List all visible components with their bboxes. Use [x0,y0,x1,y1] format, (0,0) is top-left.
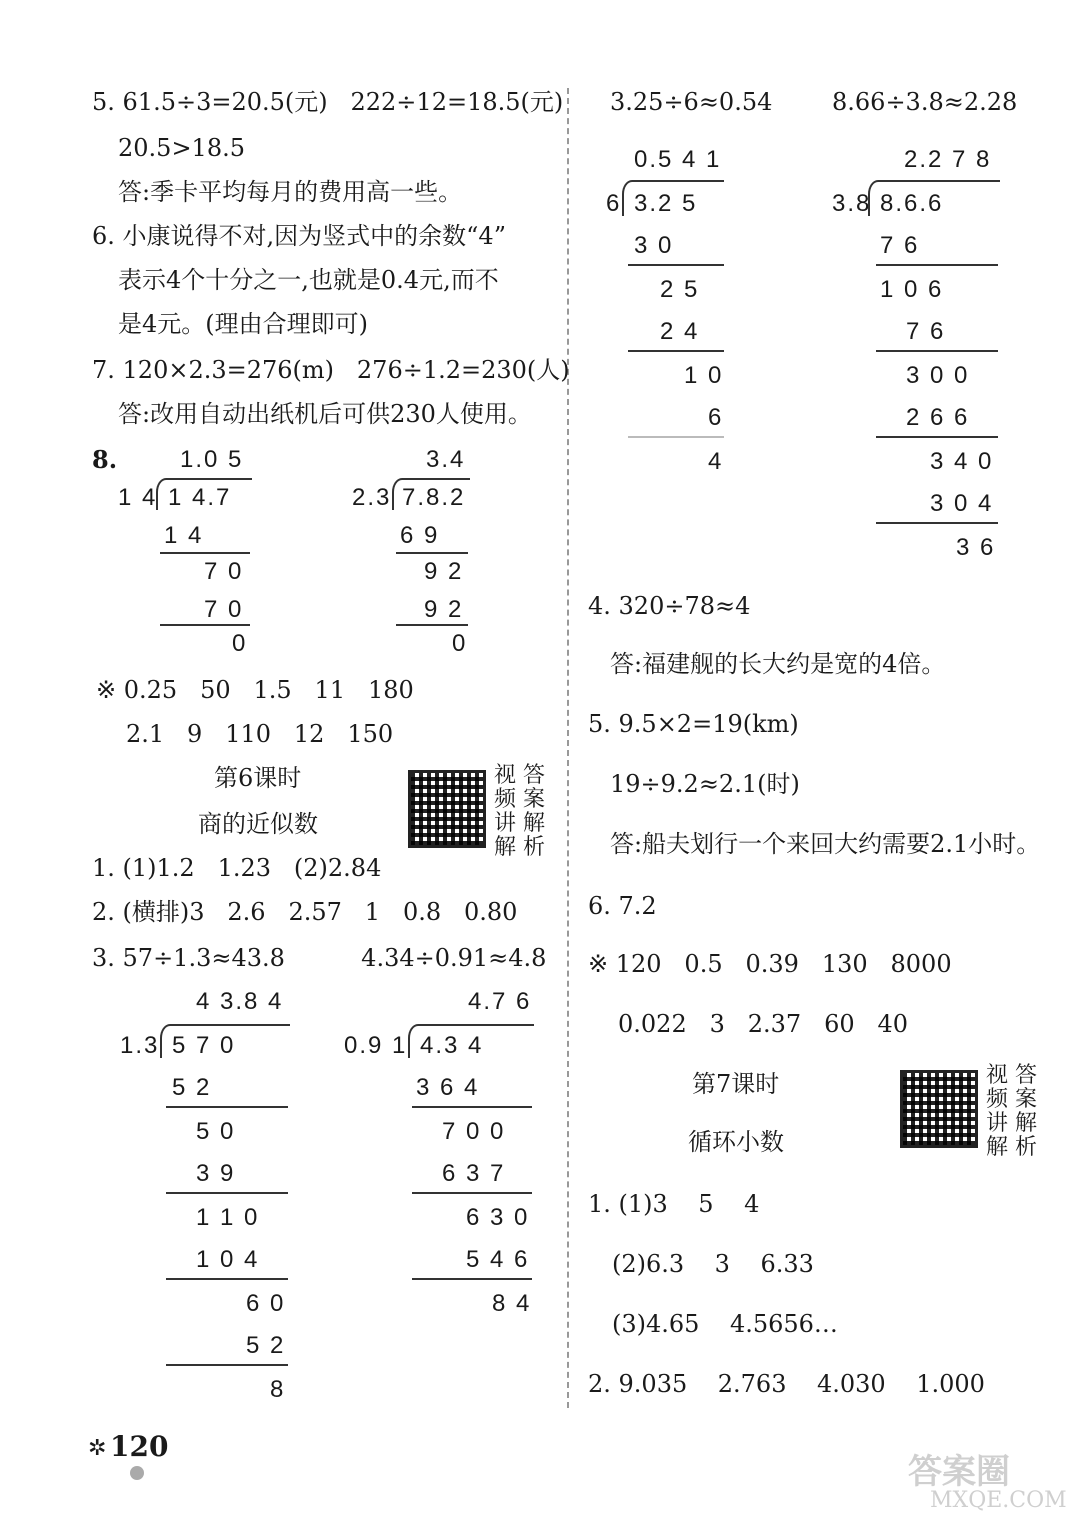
page-number: 120 [110,1430,169,1463]
lesson6-answer-3: 3. 57÷1.3≈43.8 4.34÷0.91≈4.8 [92,944,547,972]
answer-6: 6. 小康说得不对,因为竖式中的余数“4” [92,222,506,250]
watermark-url: MXQE.COM [930,1488,1067,1513]
extra-answers-2: 2.1 9 110 12 150 [126,720,394,748]
right-answer-5-reply: 答:船夫划行一个来回大约需要2.1小时。 [610,830,1041,858]
right-answer-6: 6. 7.2 [588,892,657,920]
lesson7-answer-1-2: (2)6.3 3 6.33 [612,1250,814,1278]
page-decoration-icon: ✲ [88,1436,107,1461]
lesson-7-heading: 第7课时 [692,1070,780,1098]
lesson6-answer-2: 2. (横排)3 2.6 2.57 1 0.8 0.80 [92,898,518,926]
lesson7-answer-1: 1. (1)3 5 4 [588,1190,760,1218]
lesson6-answer-1: 1. (1)1.2 1.23 (2)2.84 [92,854,382,882]
right-answer-4-reply: 答:福建舰的长大约是宽的4倍。 [610,650,946,678]
answer-6-line3: 是4元。(理由合理即可) [118,310,368,338]
extra-answers-1: ※ 0.25 50 1.5 11 180 [96,676,414,704]
answer-7: 7. 120×2.3=276(m) 276÷1.2=230(人) [92,356,570,384]
right-answer-5: 5. 9.5×2=19(km) [588,710,799,738]
lesson-6-heading: 第6课时 [214,764,302,792]
answer-8-label: 8. [92,445,118,474]
right-answer-5-calc: 19÷9.2≈2.1(时) [610,770,800,798]
answer-7-reply: 答:改用自动出纸机后可供230人使用。 [118,400,532,428]
lesson7-answer-1-3: (3)4.65 4.5656… [612,1310,838,1338]
right-eq-1: 3.25÷6≈0.54 [610,88,773,116]
answer-5-reply: 答:季卡平均每月的费用高一些。 [118,178,463,206]
right-extra-answers-2: 0.022 3 2.37 60 40 [618,1010,909,1038]
answer-5: 5. 61.5÷3=20.5(元) 222÷12=18.5(元) [92,88,564,116]
right-eq-2: 8.66÷3.8≈2.28 [832,88,1018,116]
lesson7-answer-2: 2. 9.035 2.763 4.030 1.000 [588,1370,985,1398]
right-answer-4: 4. 320÷78≈4 [588,592,751,620]
qr-video-label: 视 答 频 案 讲 解 解 析 [494,763,545,860]
watermark-logo: 答案圈 [908,1452,1010,1492]
page-dot-icon [130,1466,144,1480]
qr-code-icon[interactable] [900,1070,978,1148]
column-divider [567,88,570,1408]
answer-6-line2: 表示4个十分之一,也就是0.4元,而不 [118,266,499,294]
lesson-7-title: 循环小数 [688,1128,784,1156]
answer-5-compare: 20.5>18.5 [118,134,245,162]
qr-video-label: 视 答 频 案 讲 解 解 析 [986,1063,1037,1160]
right-extra-answers-1: ※ 120 0.5 0.39 130 8000 [588,950,952,978]
qr-code-icon[interactable] [408,770,486,848]
lesson-6-title: 商的近似数 [198,810,318,838]
